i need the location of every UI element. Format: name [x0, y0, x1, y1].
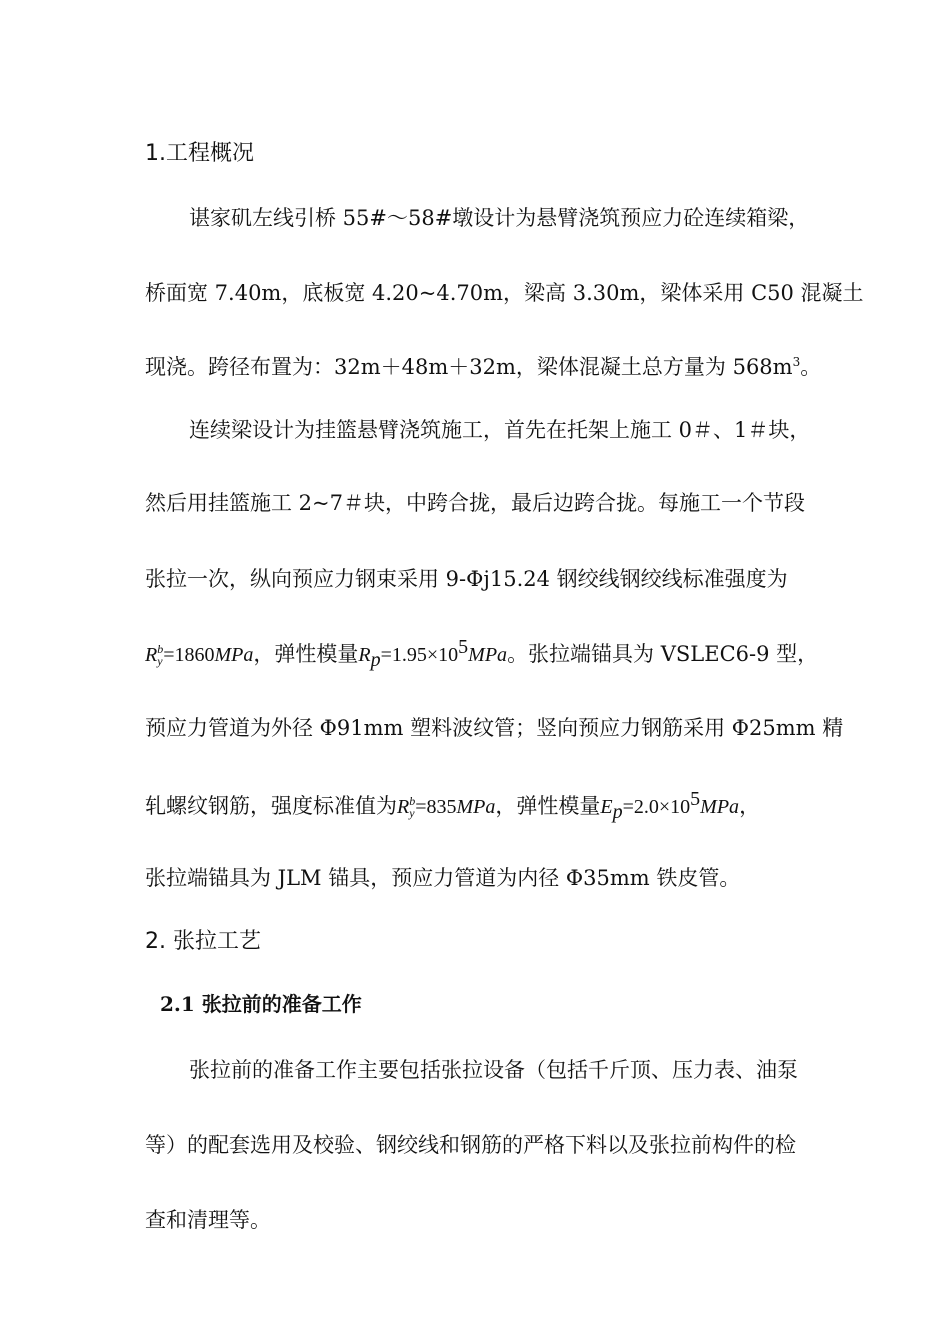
paragraph-line: 然后用挂篮施工 2~7＃块，中跨合拢，最后边跨合拢。每施工一个节段 — [145, 491, 805, 515]
math-subscript: y — [409, 806, 415, 820]
inline-text: ，弹性模量 — [253, 642, 359, 666]
math-subscript: p — [612, 801, 623, 824]
paragraph-line: 谌家矶左线引桥 55#～58#墩设计为悬臂浇筑预应力砼连续箱梁， — [189, 206, 810, 230]
math-value: =2.0×10 — [622, 796, 691, 818]
volume-end: 。 — [800, 355, 822, 379]
math-symbol: R — [145, 644, 158, 666]
math-symbol: E — [600, 796, 613, 818]
math-unit: MPa — [700, 796, 740, 818]
math-unit: MPa — [456, 796, 496, 818]
paragraph-line: 连续梁设计为挂篮悬臂浇筑施工，首先在托架上施工 0＃、1＃块， — [189, 418, 811, 442]
math-symbol: R — [397, 796, 410, 818]
math-superscript: b — [409, 794, 416, 808]
paragraph-line: 张拉端锚具为 JLM 锚具，预应力管道为内径 Φ35mm 铁皮管。 — [145, 866, 741, 890]
paragraph-line: 张拉前的准备工作主要包括张拉设备（包括千斤顶、压力表、油泵 — [189, 1058, 798, 1082]
math-unit: MPa — [468, 644, 508, 666]
math-exponent: 5 — [458, 636, 469, 658]
math-unit: MPa — [214, 644, 254, 666]
subsection-heading: 2.1 张拉前的准备工作 — [160, 992, 362, 1016]
section-heading-2: 2. 张拉工艺 — [145, 929, 261, 954]
math-exponent: 5 — [690, 788, 701, 810]
math-subscript: y — [157, 654, 163, 668]
inline-text: 。张拉端锚具为 VSLEC6-9 型， — [507, 642, 819, 666]
math-value: =1.95×10 — [380, 644, 459, 666]
inline-text: ，弹性模量 — [495, 794, 601, 818]
math-value: =1860 — [163, 644, 215, 666]
volume-superscript: 3 — [792, 355, 801, 369]
volume-text: 现浇。跨径布置为：32m＋48m＋32m，梁体混凝土总方量为 568m — [145, 355, 793, 379]
math-subscript: p — [370, 649, 381, 672]
paragraph-line: 预应力管道为外径 Φ91mm 塑料波纹管；竖向预应力钢筋采用 Φ25mm 精 — [145, 716, 844, 740]
math-value: =835 — [415, 796, 457, 818]
math-symbol: R — [358, 644, 371, 666]
math-superscript: b — [157, 642, 164, 656]
formula-line-rebar — [145, 788, 761, 824]
paragraph-line: 查和清理等。 — [145, 1208, 271, 1232]
formula-line-strength — [145, 636, 819, 672]
section-heading-1: 1.工程概况 — [145, 141, 254, 166]
paragraph-line — [145, 353, 821, 381]
paragraph-line: 等）的配套选用及校验、钢绞线和钢筋的严格下料以及张拉前构件的检 — [145, 1133, 796, 1157]
paragraph-line: 桥面宽 7.40m，底板宽 4.20~4.70m，梁高 3.30m，梁体采用 C50 混凝土 — [145, 281, 864, 305]
paragraph-line: 张拉一次，纵向预应力钢束采用 9-Φj15.24 钢绞线钢绞线标准强度为 — [145, 567, 788, 591]
inline-text: 轧螺纹钢筋，强度标准值为 — [145, 794, 397, 818]
inline-text: ， — [739, 794, 761, 818]
